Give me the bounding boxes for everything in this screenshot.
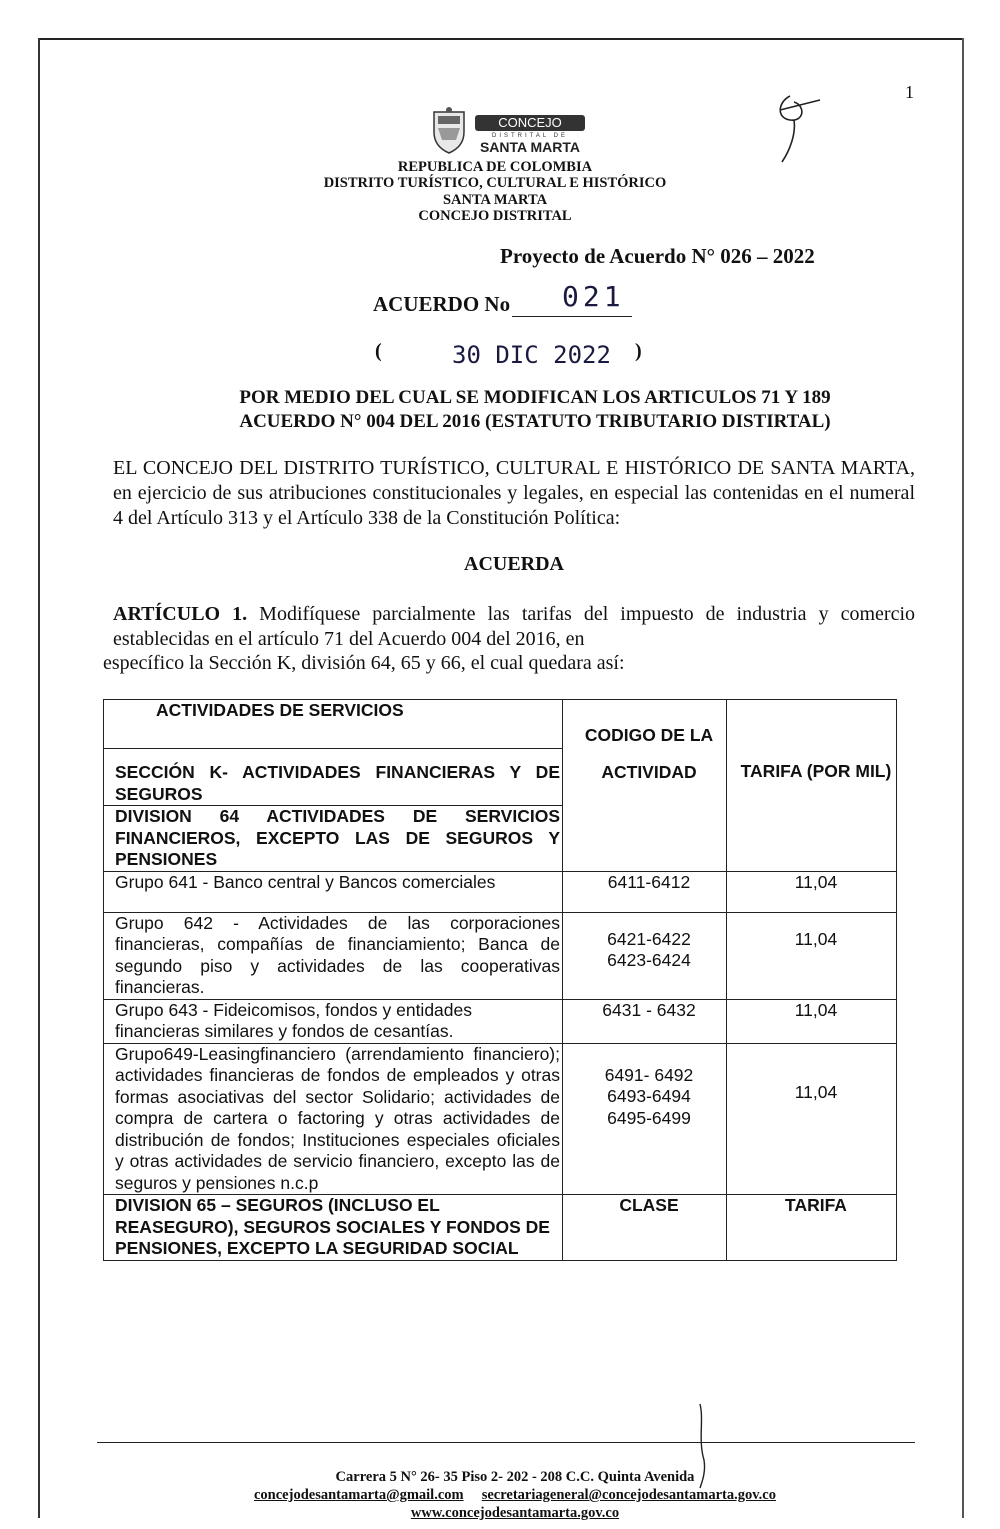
article-1 [113, 602, 915, 652]
date-open-paren: ( [375, 340, 382, 362]
footer-address: Carrera 5 N° 26- 35 Piso 2- 202 - 208 C.C. Quinta Avenida [335, 1469, 695, 1485]
row-code: 6411-6412 [563, 871, 727, 912]
page-border-top [38, 38, 963, 40]
header-rate: TARIFA (POR MIL) [727, 700, 897, 872]
letterhead [250, 159, 740, 224]
row-code-line: 6491- 6492 [604, 1064, 694, 1085]
project-number: Proyecto de Acuerdo N° 026 – 2022 [500, 244, 815, 268]
agreement-stamp-date: 30 DIC 2022 [452, 341, 611, 369]
footer-divider [97, 1442, 915, 1443]
agreement-title [150, 386, 920, 434]
acuerda-heading: ACUERDA [464, 553, 564, 575]
footer-email-1[interactable]: concejodesantamarta@gmail.com [254, 1487, 464, 1503]
preamble: EL CONCEJO DEL DISTRITO TURÍSTICO, CULTURAL E HISTÓRICO DE SANTA MARTA, en ejercicio de sus atribuciones constitucionales y legales, en especial las contenidas en el numeral 4 del Artículo 313 y el Artículo 338 de la Constitución Política: [113, 457, 915, 529]
article-1-text: Modifíquese parcialmente las tarifas del impuesto de industria y comercio establecidas en el artículo 71 del Acuerdo 004 del 2016, en [113, 603, 915, 650]
row-code-line: 6493-6494 [607, 1086, 691, 1106]
row-code [563, 1043, 727, 1195]
page-number: 1 [905, 82, 914, 102]
division-65-rate: TARIFA [727, 1195, 897, 1261]
logo-subtitle: DISTRITAL DE [491, 133, 568, 139]
rates-table [103, 699, 897, 1261]
logo-city: SANTA MARTA [479, 139, 581, 155]
letterhead-line-4: CONCEJO DISTRITAL [418, 207, 572, 224]
table-row [104, 1043, 897, 1195]
row-desc: Grupo 643 - Fideicomisos, fondos y entidades financieras similares y fondos de cesantías. [104, 999, 563, 1043]
title-line-2: ACUERDO N° 004 DEL 2016 (ESTATUTO TRIBUTARIO DISTIRTAL) [239, 411, 831, 432]
row-rate: 11,04 [727, 871, 897, 912]
row-rate: 11,04 [727, 912, 897, 999]
letterhead-line-2: DISTRITO TURÍSTICO, CULTURAL E HISTÓRICO [323, 175, 667, 192]
row-code-line: 6421-6422 [607, 928, 691, 949]
footer-website[interactable]: www.concejodesantamarta.gov.co [410, 1505, 620, 1521]
concejo-logo [430, 106, 590, 156]
footer [100, 1468, 930, 1522]
row-rate: 11,04 [727, 999, 897, 1043]
coat-of-arms-icon [430, 106, 468, 154]
division-65: DIVISION 65 – SEGUROS (INCLUSO EL REASEGURO), SEGUROS SOCIALES Y FONDOS DE PENSIONES, EXCEPTO LA SEGURIDAD SOCIAL [104, 1195, 563, 1261]
row-code-line: 6423-6424 [607, 950, 691, 970]
header-code-line-1: CODIGO DE LA [584, 725, 714, 745]
row-desc: Grupo649-Leasingfinanciero (arrendamiento financiero); actividades financieras de fondos de empleados y otras formas asociativas del sector Solidario; actividades de compra de cartera o factoring y otras actividades de distribución de fondos; Instituciones especiales oficiales y otras actividades de servicio financiero, excepto las de seguros y pensiones n.c.p [104, 1043, 563, 1195]
row-code-line: 6495-6499 [607, 1107, 691, 1128]
row-code [563, 912, 727, 999]
agreement-stamp-number: 021 [562, 280, 625, 313]
row-code: 6431 - 6432 [563, 999, 727, 1043]
row-rate: 11,04 [727, 1043, 897, 1195]
title-line-1: POR MEDIO DEL CUAL SE MODIFICAN LOS ARTICULOS 71 Y 189 [239, 387, 831, 408]
division-65-class: CLASE [563, 1195, 727, 1261]
article-1-text-last: específico la Sección K, división 64, 65 y 66, el cual quedara así: [103, 652, 625, 674]
letterhead-line-3: SANTA MARTA [442, 191, 548, 208]
table-row [104, 912, 897, 999]
table-row [104, 700, 897, 749]
date-close-paren: ) [635, 340, 642, 362]
page-border-left [38, 38, 40, 1518]
logo-badge: CONCEJO [475, 115, 585, 131]
section-k: SECCIÓN K- ACTIVIDADES FINANCIERAS Y DE SEGUROS [104, 749, 563, 806]
agreement-label: ACUERDO No [373, 292, 511, 316]
header-activities: ACTIVIDADES DE SERVICIOS [104, 700, 563, 749]
row-desc: Grupo 641 - Banco central y Bancos comerciales [104, 871, 563, 912]
header-code [563, 700, 727, 872]
table-row [104, 999, 897, 1043]
article-1-label: ARTÍCULO 1. [113, 603, 248, 625]
division-64: DIVISION 64 ACTIVIDADES DE SERVICIOS FINANCIEROS, EXCEPTO LAS DE SEGUROS Y PENSIONES [104, 806, 563, 872]
handwritten-initials [760, 88, 830, 168]
page-border-right [962, 38, 964, 1518]
table-row [104, 1195, 897, 1261]
row-desc: Grupo 642 - Actividades de las corporaciones financieras, compañías de financiamiento; Banca de segundo piso y actividades de las cooperativas financieras. [104, 912, 563, 999]
footer-email-2[interactable]: secretariageneral@concejodesantamarta.gov.co [481, 1487, 776, 1503]
letterhead-line-1: REPUBLICA DE COLOMBIA [397, 159, 593, 175]
header-code-line-2: ACTIVIDAD [601, 761, 697, 782]
table-row [104, 871, 897, 912]
footer-emails [100, 1486, 930, 1504]
